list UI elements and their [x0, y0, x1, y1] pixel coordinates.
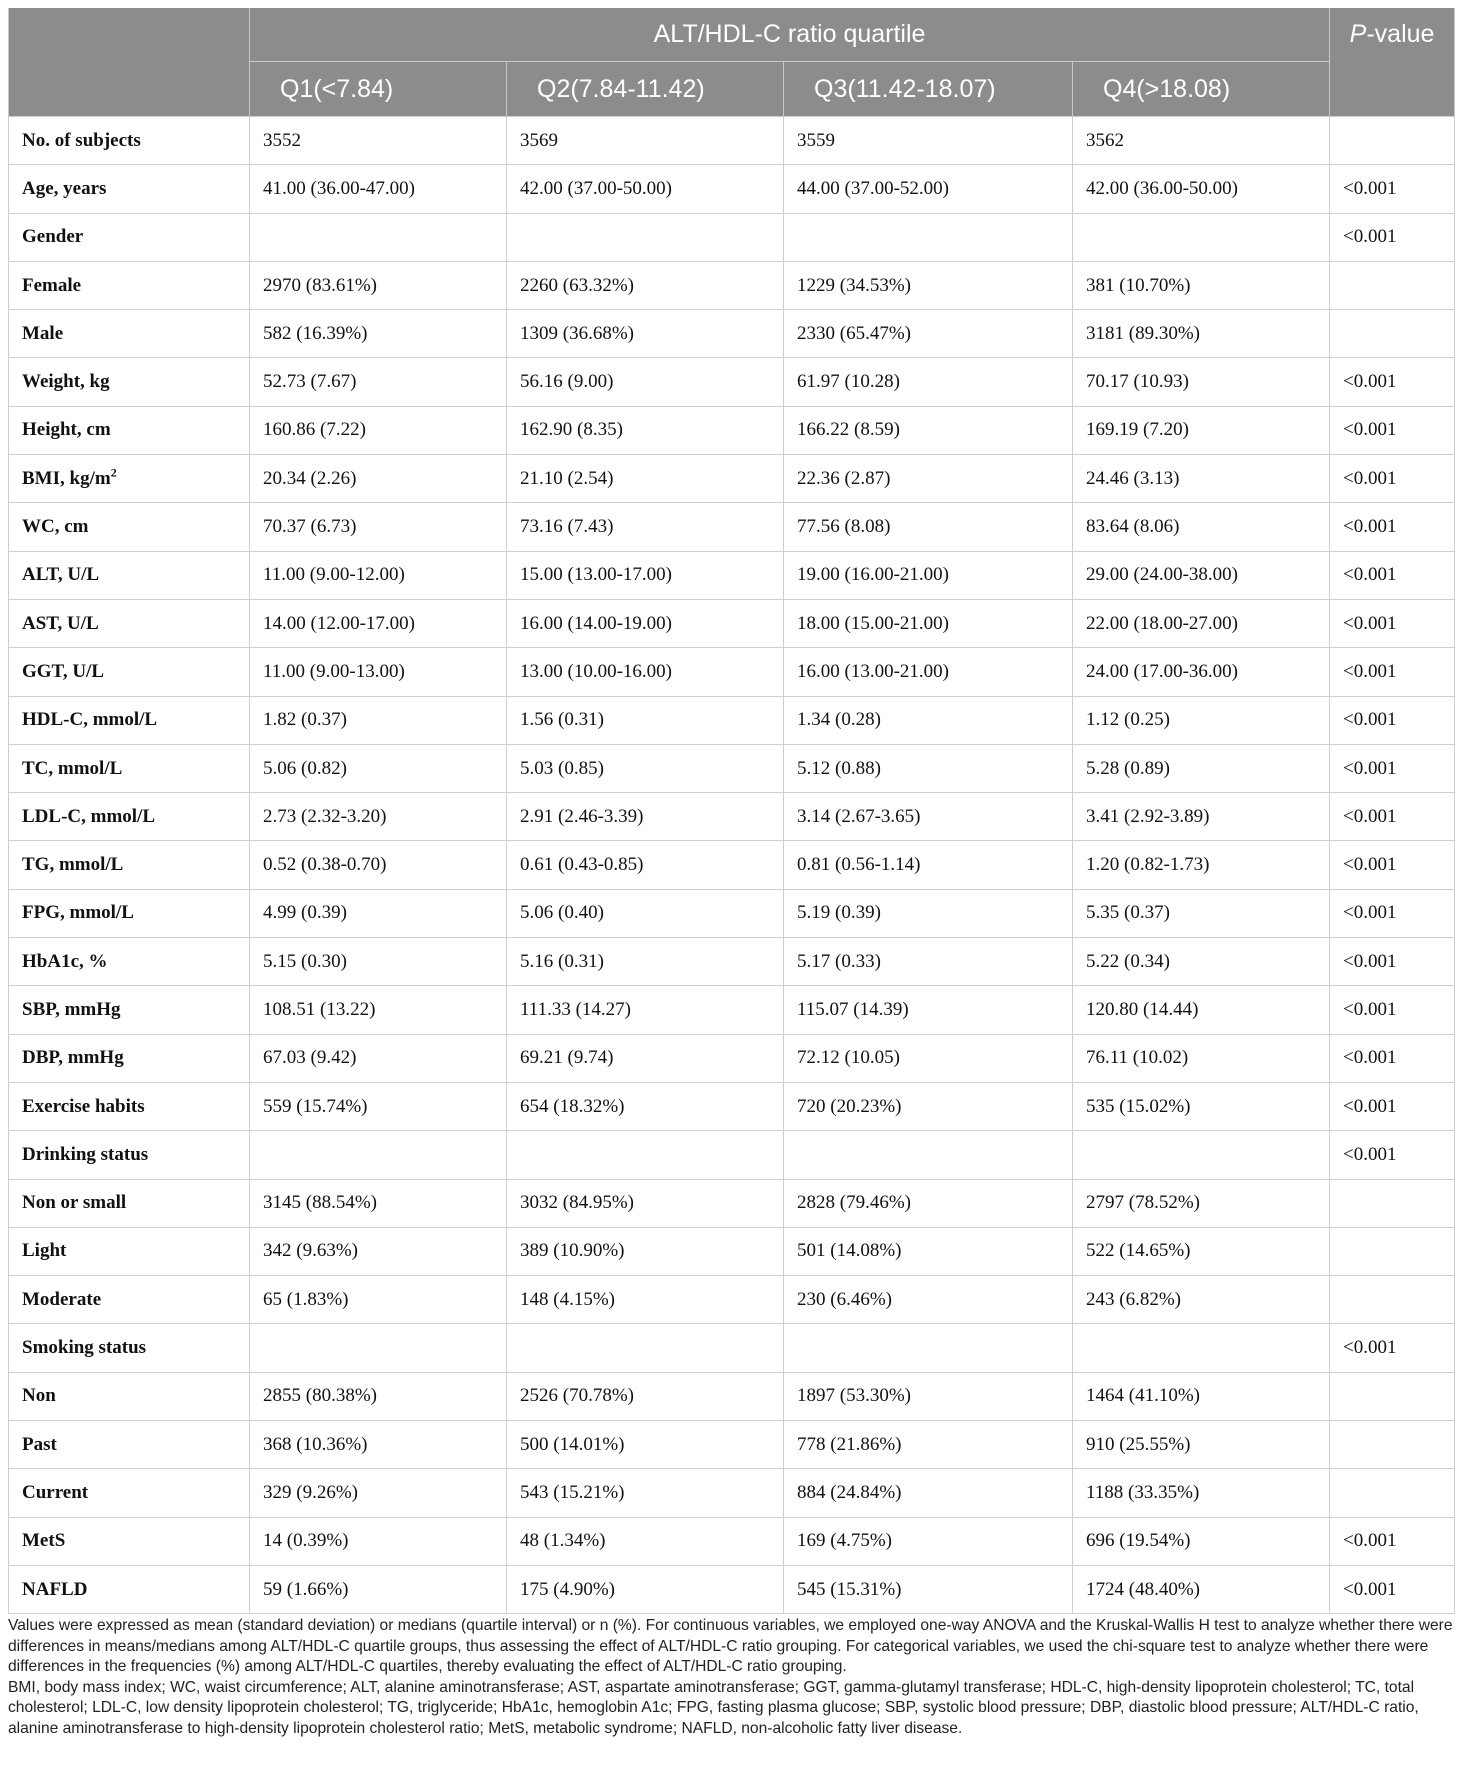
row-label: LDL-C, mmol/L [22, 805, 155, 827]
row-label-cell [9, 117, 250, 165]
value-cell-q2: 654 (18.32%) [507, 1082, 784, 1130]
value-cell-q3: 884 (24.84%) [784, 1469, 1073, 1517]
value-cell-q3: 1229 (34.53%) [784, 261, 1073, 309]
value-cell-q3: 778 (21.86%) [784, 1421, 1073, 1469]
pvalue-cell: <0.001 [1330, 841, 1455, 889]
value-cell-q2: 543 (15.21%) [507, 1469, 784, 1517]
value-cell-q1: 2970 (83.61%) [250, 261, 507, 309]
value-cell-q3 [784, 213, 1073, 261]
pvalue-cell [1330, 310, 1455, 358]
table-row [9, 117, 1455, 165]
row-label: Past [22, 1433, 57, 1455]
pvalue-cell: <0.001 [1330, 986, 1455, 1034]
value-cell-q3: 72.12 (10.05) [784, 1034, 1073, 1082]
row-label-cell [9, 1372, 250, 1420]
pvalue-cell: <0.001 [1330, 1565, 1455, 1613]
value-cell-q4: 76.11 (10.02) [1073, 1034, 1330, 1082]
value-cell-q3: 16.00 (13.00-21.00) [784, 648, 1073, 696]
value-cell-q3: 3.14 (2.67-3.65) [784, 793, 1073, 841]
row-label-cell [9, 793, 250, 841]
row-label: HbA1c, % [22, 950, 108, 972]
row-label: GGT, U/L [22, 660, 104, 682]
value-cell-q3: 169 (4.75%) [784, 1517, 1073, 1565]
value-cell-q1: 4.99 (0.39) [250, 889, 507, 937]
value-cell-q3: 18.00 (15.00-21.00) [784, 599, 1073, 647]
row-label: AST, U/L [22, 612, 99, 634]
row-label-cell [9, 696, 250, 744]
value-cell-q1: 65 (1.83%) [250, 1276, 507, 1324]
value-cell-q2: 1309 (36.68%) [507, 310, 784, 358]
pvalue-cell [1330, 1421, 1455, 1469]
value-cell-q1: 52.73 (7.67) [250, 358, 507, 406]
value-cell-q4: 24.00 (17.00-36.00) [1073, 648, 1330, 696]
value-cell-q4 [1073, 1324, 1330, 1372]
value-cell-q4: 243 (6.82%) [1073, 1276, 1330, 1324]
value-cell-q1: 582 (16.39%) [250, 310, 507, 358]
value-cell-q2: 175 (4.90%) [507, 1565, 784, 1613]
table-row [9, 213, 1455, 261]
table-row [9, 358, 1455, 406]
value-cell-q2 [507, 1131, 784, 1179]
row-label: HDL-C, mmol/L [22, 709, 158, 731]
value-cell-q3: 501 (14.08%) [784, 1227, 1073, 1275]
value-cell-q3: 5.19 (0.39) [784, 889, 1073, 937]
row-label-cell [9, 551, 250, 599]
row-label-cell [9, 1469, 250, 1517]
table-row [9, 1565, 1455, 1613]
pvalue-cell [1330, 1276, 1455, 1324]
quartile-header-q3: Q3(11.42-18.07) [784, 62, 1073, 117]
row-label: DBP, mmHg [22, 1047, 124, 1069]
value-cell-q4: 1464 (41.10%) [1073, 1372, 1330, 1420]
value-cell-q1: 2.73 (2.32-3.20) [250, 793, 507, 841]
value-cell-q3: 720 (20.23%) [784, 1082, 1073, 1130]
value-cell-q3: 1.34 (0.28) [784, 696, 1073, 744]
row-label: Smoking status [22, 1337, 147, 1359]
pvalue-cell [1330, 1179, 1455, 1227]
value-cell-q4: 522 (14.65%) [1073, 1227, 1330, 1275]
table-row [9, 744, 1455, 792]
value-cell-q3: 5.12 (0.88) [784, 744, 1073, 792]
row-label-cell [9, 261, 250, 309]
pvalue-cell: <0.001 [1330, 503, 1455, 551]
row-label: SBP, mmHg [22, 998, 121, 1020]
value-cell-q4: 3.41 (2.92-3.89) [1073, 793, 1330, 841]
pvalue-cell: <0.001 [1330, 1082, 1455, 1130]
value-cell-q3: 2330 (65.47%) [784, 310, 1073, 358]
table-row [9, 648, 1455, 696]
table-footnotes [8, 1616, 1454, 1739]
value-cell-q4: 2797 (78.52%) [1073, 1179, 1330, 1227]
pvalue-cell: <0.001 [1330, 1517, 1455, 1565]
value-cell-q1: 70.37 (6.73) [250, 503, 507, 551]
value-cell-q1: 5.15 (0.30) [250, 938, 507, 986]
value-cell-q1: 59 (1.66%) [250, 1565, 507, 1613]
pvalue-cell: <0.001 [1330, 889, 1455, 937]
value-cell-q1: 368 (10.36%) [250, 1421, 507, 1469]
table-row [9, 1131, 1455, 1179]
value-cell-q3: 115.07 (14.39) [784, 986, 1073, 1034]
row-label: NAFLD [22, 1578, 88, 1600]
pvalue-cell [1330, 117, 1455, 165]
value-cell-q2: 0.61 (0.43-0.85) [507, 841, 784, 889]
value-cell-q3: 61.97 (10.28) [784, 358, 1073, 406]
value-cell-q3 [784, 1131, 1073, 1179]
value-cell-q3: 19.00 (16.00-21.00) [784, 551, 1073, 599]
value-cell-q4: 42.00 (36.00-50.00) [1073, 165, 1330, 213]
value-cell-q4: 169.19 (7.20) [1073, 406, 1330, 454]
value-cell-q1: 14 (0.39%) [250, 1517, 507, 1565]
row-label-cell [9, 1179, 250, 1227]
table-row [9, 1469, 1455, 1517]
value-cell-q3: 44.00 (37.00-52.00) [784, 165, 1073, 213]
table-row [9, 938, 1455, 986]
value-cell-q1: 2855 (80.38%) [250, 1372, 507, 1420]
row-label: Light [22, 1240, 67, 1262]
pvalue-cell: <0.001 [1330, 938, 1455, 986]
value-cell-q2: 5.03 (0.85) [507, 744, 784, 792]
pvalue-cell [1330, 1372, 1455, 1420]
table-row [9, 455, 1455, 503]
pvalue-header-italic: P [1349, 20, 1367, 48]
value-cell-q2: 21.10 (2.54) [507, 455, 784, 503]
pvalue-cell: <0.001 [1330, 165, 1455, 213]
value-cell-q2: 2260 (63.32%) [507, 261, 784, 309]
value-cell-q1: 11.00 (9.00-12.00) [250, 551, 507, 599]
footnote-abbreviations: BMI, body mass index; WC, waist circumference; ALT, alanine aminotransferase; AST, aspartate aminotransferase; GGT, gamma-glutamyl transferase; HDL-C, high-density lipoprotein cholesterol; TC, total cholesterol; LDL-C, low density lipoprotein cholesterol; TG, triglyceride; HbA1c, hemoglobin A1c; FPG, fasting plasma glucose; SBP, systolic blood pressure; DBP, diastolic blood pressure; ALT/HDL-C ratio, alanine aminotransferase to high-density lipoprotein cholesterol ratio; MetS, metabolic syndrome; NAFLD, non-alcoholic fatty liver disease. [8, 1678, 1419, 1737]
table-row [9, 793, 1455, 841]
table-row [9, 1227, 1455, 1275]
row-label: Drinking status [22, 1143, 149, 1165]
pvalue-cell: <0.001 [1330, 696, 1455, 744]
row-label-cell [9, 1227, 250, 1275]
value-cell-q1 [250, 213, 507, 261]
pvalue-cell: <0.001 [1330, 1034, 1455, 1082]
row-label: Exercise habits [22, 1095, 145, 1117]
footnote-methods: Values were expressed as mean (standard deviation) or medians (quartile interval) or n (%). For continuous variables, we employed one-way ANOVA and the Kruskal-Wallis H test to analyze whether there were differences in means/medians among ALT/HDL-C quartile groups, thus assessing the effect of ALT/HDL-C ratio grouping. For categorical variables, we used the chi-square test to analyze whether there were differences in the frequencies (%) among ALT/HDL-C quartiles, thereby evaluating the effect of ALT/HDL-C ratio grouping. [8, 1617, 1453, 1675]
value-cell-q4: 83.64 (8.06) [1073, 503, 1330, 551]
table-row [9, 310, 1455, 358]
value-cell-q2: 48 (1.34%) [507, 1517, 784, 1565]
pvalue-cell: <0.001 [1330, 358, 1455, 406]
pvalue-cell [1330, 1227, 1455, 1275]
value-cell-q4: 3181 (89.30%) [1073, 310, 1330, 358]
value-cell-q4: 24.46 (3.13) [1073, 455, 1330, 503]
value-cell-q4 [1073, 1131, 1330, 1179]
row-label: MetS [22, 1530, 66, 1552]
value-cell-q4: 5.28 (0.89) [1073, 744, 1330, 792]
row-label-cell [9, 358, 250, 406]
row-label-cell [9, 1517, 250, 1565]
row-label-cell [9, 1565, 250, 1613]
pvalue-cell: <0.001 [1330, 1324, 1455, 1372]
pvalue-cell: <0.001 [1330, 793, 1455, 841]
value-cell-q3 [784, 1324, 1073, 1372]
value-cell-q2: 5.06 (0.40) [507, 889, 784, 937]
value-cell-q4: 1.20 (0.82-1.73) [1073, 841, 1330, 889]
row-label-cell [9, 744, 250, 792]
row-label: ALT, U/L [22, 564, 100, 586]
row-label-cell [9, 1034, 250, 1082]
table-row [9, 599, 1455, 647]
table-row [9, 1276, 1455, 1324]
value-cell-q4: 3562 [1073, 117, 1330, 165]
quartile-header-q1: Q1(<7.84) [250, 62, 507, 117]
value-cell-q2: 148 (4.15%) [507, 1276, 784, 1324]
value-cell-q2: 5.16 (0.31) [507, 938, 784, 986]
row-label: Non [22, 1385, 56, 1407]
value-cell-q4: 120.80 (14.44) [1073, 986, 1330, 1034]
row-label: No. of subjects [22, 129, 141, 151]
row-label-cell [9, 986, 250, 1034]
value-cell-q2: 56.16 (9.00) [507, 358, 784, 406]
value-cell-q1: 20.34 (2.26) [250, 455, 507, 503]
value-cell-q1 [250, 1131, 507, 1179]
pvalue-cell [1330, 1469, 1455, 1517]
value-cell-q4: 70.17 (10.93) [1073, 358, 1330, 406]
table-row [9, 1324, 1455, 1372]
value-cell-q1: 67.03 (9.42) [250, 1034, 507, 1082]
value-cell-q4: 381 (10.70%) [1073, 261, 1330, 309]
row-label-cell [9, 310, 250, 358]
row-label-cell [9, 889, 250, 937]
value-cell-q1: 5.06 (0.82) [250, 744, 507, 792]
table-row [9, 889, 1455, 937]
value-cell-q2: 16.00 (14.00-19.00) [507, 599, 784, 647]
table-row [9, 261, 1455, 309]
table-row [9, 503, 1455, 551]
row-label: TC, mmol/L [22, 757, 123, 779]
pvalue-header-rest: -value [1366, 20, 1435, 48]
table-row [9, 1517, 1455, 1565]
value-cell-q2: 1.56 (0.31) [507, 696, 784, 744]
value-cell-q1: 3552 [250, 117, 507, 165]
value-cell-q1: 160.86 (7.22) [250, 406, 507, 454]
baseline-characteristics-table-container [8, 8, 1454, 1614]
row-label: Age, years [22, 177, 107, 199]
value-cell-q3: 545 (15.31%) [784, 1565, 1073, 1613]
table-row [9, 696, 1455, 744]
value-cell-q1: 108.51 (13.22) [250, 986, 507, 1034]
value-cell-q4: 910 (25.55%) [1073, 1421, 1330, 1469]
value-cell-q2: 3032 (84.95%) [507, 1179, 784, 1227]
row-label: Non or small [22, 1192, 127, 1214]
row-label-cell [9, 938, 250, 986]
table-row [9, 986, 1455, 1034]
value-cell-q1: 342 (9.63%) [250, 1227, 507, 1275]
value-cell-q2: 15.00 (13.00-17.00) [507, 551, 784, 599]
value-cell-q3: 77.56 (8.08) [784, 503, 1073, 551]
value-cell-q4: 22.00 (18.00-27.00) [1073, 599, 1330, 647]
pvalue-cell: <0.001 [1330, 551, 1455, 599]
row-label: BMI, kg/m [22, 467, 111, 489]
table-row [9, 165, 1455, 213]
table-header [9, 8, 1455, 117]
value-cell-q2: 42.00 (37.00-50.00) [507, 165, 784, 213]
pvalue-cell: <0.001 [1330, 1131, 1455, 1179]
value-cell-q4: 5.35 (0.37) [1073, 889, 1330, 937]
value-cell-q2: 73.16 (7.43) [507, 503, 784, 551]
value-cell-q2: 111.33 (14.27) [507, 986, 784, 1034]
pvalue-cell: <0.001 [1330, 744, 1455, 792]
row-label-cell [9, 1131, 250, 1179]
row-label: Female [22, 274, 82, 296]
row-label: WC, cm [22, 516, 89, 538]
value-cell-q2: 500 (14.01%) [507, 1421, 784, 1469]
table-row [9, 1082, 1455, 1130]
quartile-header-q4: Q4(>18.08) [1073, 62, 1330, 117]
row-label-cell [9, 1276, 250, 1324]
row-label: Moderate [22, 1288, 102, 1310]
row-label-cell [9, 503, 250, 551]
row-label-cell [9, 406, 250, 454]
row-label-cell [9, 455, 250, 503]
value-cell-q2 [507, 1324, 784, 1372]
table-row [9, 1421, 1455, 1469]
value-cell-q1: 559 (15.74%) [250, 1082, 507, 1130]
value-cell-q1: 11.00 (9.00-13.00) [250, 648, 507, 696]
value-cell-q3: 1897 (53.30%) [784, 1372, 1073, 1420]
table-row [9, 1034, 1455, 1082]
table-row [9, 406, 1455, 454]
pvalue-cell: <0.001 [1330, 599, 1455, 647]
value-cell-q1: 41.00 (36.00-47.00) [250, 165, 507, 213]
value-cell-q1: 14.00 (12.00-17.00) [250, 599, 507, 647]
value-cell-q2: 2526 (70.78%) [507, 1372, 784, 1420]
pvalue-cell: <0.001 [1330, 455, 1455, 503]
row-label-cell [9, 213, 250, 261]
row-label: Gender [22, 226, 84, 248]
value-cell-q3: 0.81 (0.56-1.14) [784, 841, 1073, 889]
value-cell-q3: 5.17 (0.33) [784, 938, 1073, 986]
row-label: TG, mmol/L [22, 854, 124, 876]
row-label: Weight, kg [22, 371, 110, 393]
value-cell-q1: 1.82 (0.37) [250, 696, 507, 744]
baseline-characteristics-table [8, 8, 1455, 1614]
value-cell-q4: 29.00 (24.00-38.00) [1073, 551, 1330, 599]
value-cell-q2: 3569 [507, 117, 784, 165]
pvalue-cell: <0.001 [1330, 648, 1455, 696]
value-cell-q2: 13.00 (10.00-16.00) [507, 648, 784, 696]
value-cell-q3: 22.36 (2.87) [784, 455, 1073, 503]
value-cell-q4 [1073, 213, 1330, 261]
quartile-header-q2: Q2(7.84-11.42) [507, 62, 784, 117]
row-label-cell [9, 648, 250, 696]
value-cell-q2 [507, 213, 784, 261]
value-cell-q1 [250, 1324, 507, 1372]
value-cell-q3: 230 (6.46%) [784, 1276, 1073, 1324]
table-row [9, 1179, 1455, 1227]
pvalue-cell: <0.001 [1330, 213, 1455, 261]
table-row [9, 841, 1455, 889]
pvalue-header [1330, 8, 1455, 117]
value-cell-q4: 696 (19.54%) [1073, 1517, 1330, 1565]
value-cell-q4: 535 (15.02%) [1073, 1082, 1330, 1130]
row-label-superscript: 2 [110, 465, 117, 480]
value-cell-q2: 389 (10.90%) [507, 1227, 784, 1275]
row-label-cell [9, 1082, 250, 1130]
row-label-cell [9, 599, 250, 647]
row-label: Male [22, 322, 64, 344]
value-cell-q1: 329 (9.26%) [250, 1469, 507, 1517]
row-label-cell [9, 1324, 250, 1372]
value-cell-q2: 2.91 (2.46-3.39) [507, 793, 784, 841]
value-cell-q4: 5.22 (0.34) [1073, 938, 1330, 986]
value-cell-q4: 1724 (48.40%) [1073, 1565, 1330, 1613]
row-label: Height, cm [22, 419, 111, 441]
value-cell-q3: 2828 (79.46%) [784, 1179, 1073, 1227]
value-cell-q2: 69.21 (9.74) [507, 1034, 784, 1082]
table-row [9, 1372, 1455, 1420]
header-blank-cell [9, 8, 250, 117]
quartile-group-header: ALT/HDL-C ratio quartile [250, 8, 1330, 62]
value-cell-q3: 3559 [784, 117, 1073, 165]
value-cell-q3: 166.22 (8.59) [784, 406, 1073, 454]
value-cell-q4: 1188 (33.35%) [1073, 1469, 1330, 1517]
table-row [9, 551, 1455, 599]
row-label: Current [22, 1481, 89, 1503]
row-label-cell [9, 165, 250, 213]
value-cell-q4: 1.12 (0.25) [1073, 696, 1330, 744]
row-label-cell [9, 841, 250, 889]
pvalue-cell [1330, 261, 1455, 309]
value-cell-q1: 3145 (88.54%) [250, 1179, 507, 1227]
value-cell-q1: 0.52 (0.38-0.70) [250, 841, 507, 889]
value-cell-q2: 162.90 (8.35) [507, 406, 784, 454]
pvalue-cell: <0.001 [1330, 406, 1455, 454]
row-label: FPG, mmol/L [22, 902, 134, 924]
table-body [9, 117, 1455, 1614]
row-label-cell [9, 1421, 250, 1469]
